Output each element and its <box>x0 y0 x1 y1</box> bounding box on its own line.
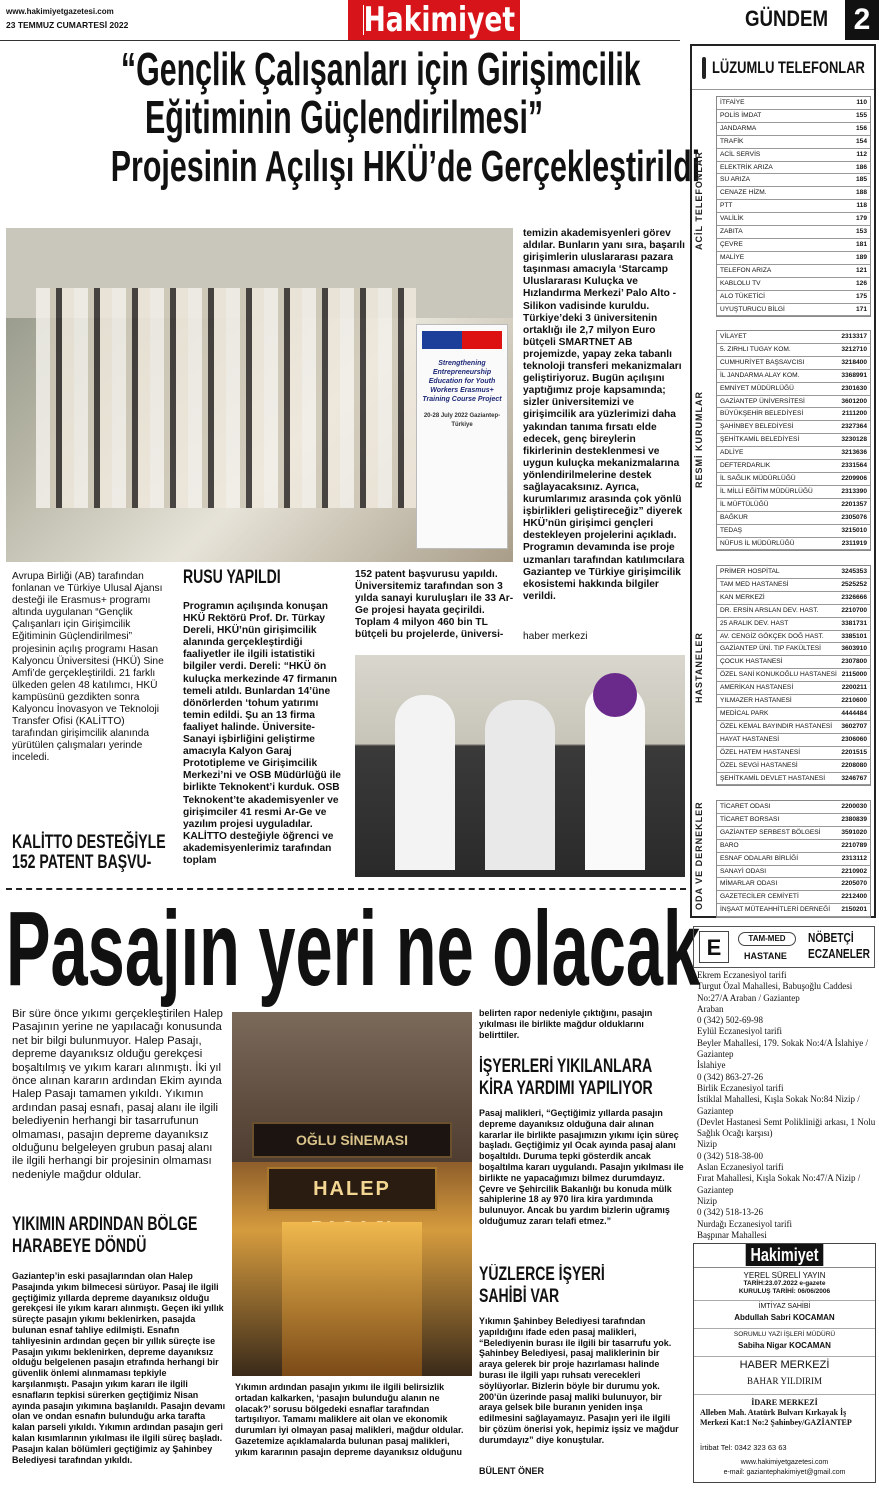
phone-row-number: 154 <box>855 137 867 145</box>
phone-row-name: TEDAŞ <box>720 526 742 534</box>
phone-row-number: 2326666 <box>841 593 867 601</box>
phone-row <box>717 878 870 891</box>
phone-row-name: KABLOLU TV <box>720 279 761 287</box>
phone-row-name: ŞEHİTKAMİL DEVLET HASTANESİ <box>720 774 826 782</box>
article2-subhead3: YÜZLERCE İŞYERİ SAHİBİ VAR <box>479 1264 605 1307</box>
hastane-badge: HASTANE <box>744 951 787 961</box>
imprint-web[interactable]: www.hakimiyetgazetesi.com <box>740 1459 829 1466</box>
phone-row-number: 3215010 <box>841 526 867 534</box>
phone-row-name: PTT <box>720 202 733 210</box>
phone-row <box>717 213 870 226</box>
phone-row-number: 2525252 <box>841 580 867 588</box>
phone-row <box>717 866 870 879</box>
phone-row-number: 2150201 <box>841 906 867 914</box>
phone-row-name: TELEFON ARIZA <box>720 266 772 274</box>
phone-row-number: 2380839 <box>841 815 867 823</box>
phone-row-name: MİMARLAR ODASI <box>720 880 778 888</box>
article2-col2: Yıkımın ardından pasajın yıkımı ile ilgili belirsizlik ortadan kalkarken, ‘pasajın bulunduğu alanın ne olacak?’ sorusu bölgedeki esnaflar tarafından tartışılıyor. Tamamı maliklere ait olan ve ekonomik durumları iyi olmayan pasaj malikleri, mağdur oldular. Gazetemize açıklamalarda bulunan pasaj malikleri, yıkım kararının pasajın depreme dayanıksız olduğunu <box>235 1382 464 1457</box>
article1-subhead-cont: RUSU YAPILDI <box>183 567 281 588</box>
phone-row-number: 3385101 <box>841 632 867 640</box>
imprint-box <box>693 1243 876 1483</box>
article2-col3-top: belirten rapor nedeniyle çıktığını, pasajın yıkılması ile birlikte mağdur olduklarını belirttiler. <box>479 1008 653 1040</box>
phone-row-number: 188 <box>855 189 867 197</box>
phone-row <box>717 226 870 239</box>
acil-label: ACİL TELEFONLAR <box>694 151 704 251</box>
article2-subhead1: YIKIMIN ARDINDAN BÖLGE HARABEYE DÖNDÜ <box>12 1214 198 1257</box>
phone-row-number: 2313112 <box>841 854 867 862</box>
website-url[interactable]: www.hakimiyetgazetesi.com <box>6 7 114 16</box>
phone-row-number: 3213636 <box>841 449 867 457</box>
imprint-sorumlu-label: SORUMLU YAZI İŞLERİ MÜDÜRÜ <box>694 1328 875 1338</box>
article1-subhead: KALİTTO DESTEĞİYLE 152 PATENT BAŞVU- <box>12 832 166 873</box>
article2-headline: Pasajın yeri ne olacak <box>6 890 701 1008</box>
phone-row <box>717 538 870 551</box>
article1-headline: “Gençlik Çalışanları için Girişimcilik Eğitiminin Güçlendirilmesi” Projesinin Açılışı HKÜ’de Gerçekleştirildi <box>110 43 701 191</box>
phone-row <box>717 187 870 200</box>
phone-row-number: 2311919 <box>841 539 867 547</box>
article1-col1: Avrupa Birliği (AB) tarafından fonlanan ve Türkiye Ulusal Ajansı desteği ile Erasmus+ programı altında uygulanan “Gençlik Çalışanları için Girişimcilik Eğitiminin Güçlendirilmesi” projesinin açılış programı Hasan Kalyoncu Üniversitesi (HKÜ) Sine Amfi’de gerçekleştirildi. 21 farklı ülkeden gelen 48 katılımcı, HKÜ kampüsünü gezdikten sonra Kalyoncu İnovasyon ve Teknoloji Transfer Ofisi (KALİTTO) tarafından girişimcilik alanında yürütülen çalışmaları yerinde inceledi. <box>12 571 164 764</box>
page-number: 2 <box>845 0 879 40</box>
phone-row-name: İNŞAAT MÜTEAHHİTLERİ DERNEĞİ <box>720 906 831 914</box>
phone-row-number: 2327364 <box>841 423 867 431</box>
article2-lead: Bir süre önce yıkımı gerçekleştirilen Halep Pasajının yerine ne yapılacağı konusunda net bir bilgi bulunmuyor. Halep Pasajı, depreme dayanıksız olduğu gerekçesi boşaltılmış ve yıkım kararı alınmıştı. İki yıl önce alınan kararın ardından Ekim ayında Halep Pasajı tamamen yıkıldı. Yıkımın ardından pasaj esnafı, pasaj alanı ile ilgili belediyenin herhangi bir tasarrufunun olmaması, pasajın depreme dayanıksız olduğunu belgeleyen grubun pasaj alanı ile ilgili herhangi bir projesinin olmaması nedeniyle mağdur oldular. <box>12 1008 223 1181</box>
phone-row <box>717 840 870 853</box>
phone-row <box>717 747 870 760</box>
phone-row-number: 3246767 <box>841 774 867 782</box>
phone-row-number: 3218400 <box>841 358 867 366</box>
oda-label: ODA VE DERNEKLER <box>694 801 704 911</box>
article1-col2: Programın açılışında konuşan HKÜ Rektörü Prof. Dr. Türkay Dereli, HKÜ’nün girişimcilik alanında gerçekleştirdiği faaliyetler ile ilgili istatistiki bilgiler verdi. Dereli: “HKÜ ön kuluçka merkezinde 47 firmanın temeli atıldı. Bunlardan 14’üne dönörlerden ‘tohum yatırımı temin edildi. Şu an 13 firma faaliyet halinde. Üniversite-Sanayi işbirliğini geliştirme amacıyla Kalyon Garaj Prototipleme ve Girişimcilik Merkezi’ni ve OSB Müdürlüğü ile birlikte Teknokent’i kurduk. OSB Teknokent’te akademisyenler ve girişimciler 41 resmi Ar-Ge ve yazılım projesi uyguladılar. KALİTTO desteğiyle öğrenci ve akademisyenlerimiz tarafından toplam <box>183 601 341 866</box>
phone-row-name: PRİMER HOSPİTAL <box>720 568 780 575</box>
phone-row-name: ÖZEL SEVGİ HASTANESİ <box>720 761 798 769</box>
phone-row <box>717 174 870 187</box>
phone-row <box>717 149 870 162</box>
phone-row-name: İL MİLLİ EĞİTİM MÜDÜRLÜĞÜ <box>720 487 813 495</box>
pharmacy-e-icon: E <box>699 931 729 963</box>
phone-row-name: ÇOCUK HASTANESİ <box>720 658 783 666</box>
phone-row <box>717 853 870 866</box>
phone-row-number: 4444484 <box>841 709 867 717</box>
phone-row-number: 3245353 <box>841 568 867 575</box>
phone-row <box>717 486 870 499</box>
phone-row <box>717 618 870 631</box>
phone-row-name: ÇEVRE <box>720 240 743 248</box>
acil-table <box>716 96 871 317</box>
phone-row <box>717 97 870 110</box>
phone-row-name: DEFTERDARLIK <box>720 462 771 470</box>
phone-row-number: 3591020 <box>841 828 867 836</box>
phone-row-name: ADLİYE <box>720 449 744 457</box>
phone-row-name: BÜYÜKŞEHİR BELEDİYESİ <box>720 410 804 418</box>
article2-col3-bot: Yıkımın Şahinbey Belediyesi tarafından yapıldığını ifade eden pasaj malikleri, “Belediyenin burası ile ilgili bir tasarrufu yok. Şahinbey Belediyesi, pasaj maliklerinin bir araya gelerek bir proje hazırlaması halinde burası ile ilgili yapı ruhsatı verecekleri söylüyorlar. Bizlerin böyle bir durumu yok. 200’ün üzerinde pasaj maliki bulunuyor, bir araya gelsek bile buranın yeniden inşa edilmesini sağlayamayız. Pasajın yeri ile ilgili bir çözüm önerisi yok, hepimiz işsiz ve mağdur durumdayız” diye konuştular. <box>479 1316 679 1445</box>
phone-row <box>717 357 870 370</box>
phone-row <box>717 499 870 512</box>
phone-row-number: 2201515 <box>841 748 867 756</box>
nobetci-title: NÖBETÇİ ECZANELER <box>808 930 870 961</box>
imprint-logo: Hakimiyet <box>746 1244 824 1266</box>
phone-row-name: GAZİANTEP SERBEST BÖLGESİ <box>720 828 821 836</box>
imprint-yerel: YEREL SÜRELİ YAYIN <box>743 1271 826 1280</box>
header-rule <box>0 40 680 41</box>
phone-row-name: MEDİCAL PARK <box>720 709 769 717</box>
phone-row-name: GAZİANTEP ÜNİ. TIP FAKÜLTESİ <box>720 645 822 653</box>
phone-row-name: İL JANDARMA ALAY KOM. <box>720 371 800 379</box>
phone-row <box>717 304 870 317</box>
imprint-email[interactable]: e-mail: gaziantephakimiyet@gmail.com <box>723 1469 846 1476</box>
phone-row-number: 2212400 <box>841 893 867 901</box>
phone-row-number: 3212710 <box>841 345 867 353</box>
phone-row-number: 2209906 <box>841 474 867 482</box>
phone-row-number: 3602707 <box>841 722 867 730</box>
phone-row-number: 2115000 <box>841 671 867 679</box>
phone-row-number: 112 <box>856 150 867 158</box>
phone-row-number: 2201357 <box>841 500 867 508</box>
phone-row-name: BARO <box>720 841 739 849</box>
oda-table <box>716 800 871 918</box>
phone-row-name: TAM MED HASTANESİ <box>720 580 789 588</box>
phone-row <box>717 370 870 383</box>
phone-row-name: ALO TÜKETİCİ <box>720 292 765 300</box>
passage-photo <box>232 1012 472 1376</box>
project-banner: Strengthening Entrepreneurship Education for Youth Workers Erasmus+ Training Course Project 20-28 July 2022 Gaziantep-Türkiye <box>416 324 508 549</box>
phone-row <box>717 605 870 618</box>
imprint-sorumlu: Sabiha Nigar KOCAMAN <box>738 1341 831 1350</box>
imprint-imtiyaz: Abdullah Sabri KOCAMAN <box>734 1313 835 1322</box>
imprint-imtiyaz-label: İMTİYAZ SAHİBİ <box>694 1300 875 1310</box>
phone-row-number: 186 <box>855 163 867 171</box>
phone-row-number: 2210902 <box>841 867 867 875</box>
phone-row-name: KAN MERKEZİ <box>720 593 765 601</box>
phone-row-name: SANAYİ ODASI <box>720 867 767 875</box>
phone-row <box>717 278 870 291</box>
phone-row-name: İL SAĞLIK MÜDÜRLÜĞÜ <box>720 474 796 482</box>
halep-pasaji-sign: HALEP <box>267 1167 437 1211</box>
phone-row <box>717 200 870 213</box>
article1-col4: temizin akademisyenleri görev aldılar. Bunların yanı sıra, başarılı girişimlerin uluslararası pazara taşınması amacıyla ‘Starcamp Uluslararası Kuluçka ve Hızlandırma Merkezi’ Palo Alto - Silikon vadisinde kuruldu. Türkiye’deki 3 üniversitenin ortaklığı ile 2,7 milyon Euro bütçeli SMARTNET AB projemizde, yapay zeka tabanlı teknoloji transferi mekanizmaları geliştiriyoruz. Bugün açılışını yaptığımız proje kapsamında; sizler üniversitemizi ve girişimcilik ara yüzlerimizi daha yakından tanıma fırsatı elde edecek, genç bireylerin fikirlerinin desteklenmesi ve uygun kuluçka mekanizmalarına yönlendirilmelerine destek sağlayacaksınız. Ayrıca, kurumlarımız arasında çok yönlü işbirlikleri geliştireceğiz” diyerek HKÜ’nün girişimci gençleri destekleyen projelerini açıkladı. Programın devamında ise proje uzmanları tarafından katılımcılara Gaziantep ve Türkiye girişimcilik ekosistemi hakkında bilgiler verildi. <box>523 228 685 602</box>
phone-row-number: 3603910 <box>841 645 867 653</box>
phone-row <box>717 421 870 434</box>
phone-row-name: UYUŞTURUCU BİLGİ <box>720 305 785 313</box>
phone-row-name: İTFAİYE <box>720 99 745 106</box>
phone-row-number: 110 <box>856 99 867 106</box>
phone-row-name: TİCARET BORSASI <box>720 815 780 823</box>
issue-date: 23 TEMMUZ CUMARTESİ 2022 <box>6 20 129 30</box>
phone-row-number: 2210789 <box>841 841 867 849</box>
phone-row-name: AV. CENGİZ GÖKÇEK DOĞ HAST. <box>720 632 824 640</box>
phone-row-name: GAZETECİLER CEMİYETİ <box>720 893 799 901</box>
phone-row <box>717 695 870 708</box>
phone-row <box>717 891 870 904</box>
phone-row-number: 2305076 <box>841 513 867 521</box>
phone-row-number: 126 <box>855 279 867 287</box>
phone-row-name: EMNİYET MÜDÜRLÜĞÜ <box>720 384 794 392</box>
phones-header: LÜZUMLU TELEFONLAR <box>692 46 874 90</box>
phone-row-name: AMERİKAN HASTANESİ <box>720 684 794 692</box>
phone-row-name: TİCARET ODASI <box>720 803 771 810</box>
phone-row-name: POLİS İMDAT <box>720 111 762 119</box>
phone-row-name: ÖZEL SANİ KONUKOĞLU HASTANESİ <box>720 671 837 679</box>
phone-row-name: ESNAF ODALARI BİRLİĞİ <box>720 854 799 862</box>
phone-row-name: 25 ARALIK DEV. HAST <box>720 619 789 627</box>
hastane-label: HASTANELER <box>694 632 704 703</box>
phone-row-number: 2313317 <box>841 333 867 340</box>
phone-row-name: İL MÜFTÜLÜĞÜ <box>720 500 769 508</box>
phone-row-number: 3368991 <box>841 371 867 379</box>
phone-row-number: 2210700 <box>841 606 867 614</box>
phone-row-name: JANDARMA <box>720 124 757 132</box>
phone-row <box>717 773 870 786</box>
imprint-idare: Alleben Mah. Atatürk Bulvarı Kırkayak İş Merkezi Kat:1 No:2 Şahinbey/GAZİANTEP <box>700 1408 852 1427</box>
phone-row <box>717 344 870 357</box>
phone-row <box>717 331 870 344</box>
imprint-idare-label: İDARE MERKEZİ <box>694 1394 875 1407</box>
phone-row-number: 121 <box>855 266 867 274</box>
phone-row-number: 118 <box>856 202 867 210</box>
phone-row-name: ŞAHİNBEY BELEDİYESİ <box>720 423 794 431</box>
article2-subhead2: İŞYERLERİ YIKILANLARA KİRA YARDIMI YAPILIYOR <box>479 1056 653 1099</box>
phone-row-number: 2200030 <box>841 803 867 810</box>
phone-row-name: ŞEHİTKAMİL BELEDİYESİ <box>720 436 800 444</box>
phone-row-name: HAYAT HASTANESİ <box>720 735 780 743</box>
phone-icon <box>702 57 706 79</box>
phone-row <box>717 447 870 460</box>
phone-row <box>717 734 870 747</box>
article2-col3-mid: Pasaj malikleri, “Geçtiğimiz yıllarda pasajın depreme dayanıksız olduğuna dair alınan kararlar ile birlikte pasajımızın yıkımı için süreç başladı. Geçtiğimiz yıl Ocak ayında pasaj alanı boşaltıldı. Duruma tepki gösterdik ancak boşaltılma kararı uygulandı. Pasajın yıkılması ile birlikte ne yapacağımızı bilmez durumdayız. Çevre ve Şehircilik Bakanlığı bu konuda mülk sahiplerine 18 ay 970 lira kira yardımında bulunuyor. Ancak bu yardım bizlerin uğramış olduğumuz zararı telafi etmez.” <box>479 1108 684 1226</box>
pharmacy-banner <box>693 926 875 968</box>
phone-row-number: 3381731 <box>841 619 867 627</box>
phone-row <box>717 708 870 721</box>
group-photo <box>6 228 513 562</box>
resmi-label: RESMİ KURUMLAR <box>694 391 704 489</box>
imprint-haber-label: HABER MERKEZİ <box>694 1356 875 1371</box>
pharmacy-list: Ekrem Eczanesiyol tarifi Turgut Özal Mahallesi, Babuşoğlu Caddesi No:27/A Araban / Gaziantep Araban 0 (342) 502-69-98 Eylül Eczanesiyol tarifi Beyler Mahallesi, 179. Sokak No:4/A İslahiye / Gaziantep İslahiye 0 (342) 863-27-26 Birlik Eczanesiyol tarifi İstiklal Mahallesi, Kışla Sokak No:84 Nizip / Gaziantep (Devlet Hastanesi Semt Polikliniği arkası, 1 Nolu Sağlık Ocağı karşısı) Nizip 0 (342) 518-38-00 Aslan Eczanesiyol tarifi Fırat Mahallesi, Kışla Sokak No:47/A Nizip / Gaziantep Nizip 0 (342) 518-13-26 Nurdağı Eczanesiyol tarifi Başpınar Mahallesi <box>697 970 876 1240</box>
phone-row <box>717 669 870 682</box>
phone-row-name: ZABITA <box>720 228 743 236</box>
phone-row <box>717 525 870 538</box>
phone-row <box>717 760 870 773</box>
phone-row-name: ÖZEL KEMAL BAYINDIR HASTANESİ <box>720 722 833 730</box>
section-title: GÜNDEM <box>745 6 829 31</box>
phone-row-number: 2306060 <box>841 735 867 743</box>
phone-row <box>717 252 870 265</box>
phone-row <box>717 801 870 814</box>
article1-col3: 152 patent başvurusu yapıldı. Üniversitemiz tarafından son 3 yılda sanayi kuruluşları ile 33 Ar-Ge projesi hayata geçirildi. Toplam 4 milyon 460 bin TL bütçeli bu projelerde, üniversi- <box>355 569 514 641</box>
phone-row-name: VİLAYET <box>720 333 747 340</box>
phone-row-name: CENAZE HİZM. <box>720 189 767 197</box>
phone-row-number: 153 <box>855 228 867 236</box>
phone-row <box>717 265 870 278</box>
phone-row-number: 189 <box>855 253 867 261</box>
phone-row-number: 179 <box>855 215 867 223</box>
imprint-phone: İrtibat Tel: 0342 323 63 63 <box>700 1443 787 1452</box>
tam-med-badge: TAM-MED <box>738 932 796 946</box>
phone-row-number: 2205070 <box>841 880 867 888</box>
phone-row <box>717 592 870 605</box>
article2-col1: Gaziantep’in eski pasajlarından olan Halep Pasajında yıkım bilmecesi sürüyor. Pasaj ile ilgili geçtiğimiz yıllarda depreme dayanıksız olduğu gerekçesi ile yıkım kararı alınmıştı. Geçen iki yıllık süreçte pasajın yıkımı beklenirken, pasajda bulunan esnaf tahliye edilmişti. Esnafın tahliyesinin ardından geçen bir yıllık süreçte ise Pasajın yıkımı beklenirken, depreme dayanıksız olduğu belgelenen pasajın etrafında herhangi bir güvenlik önlemi alınmaması tepkiyle karşılanmıştı. Pasajın yıkım kararı ile ilgili esnafların tepkisi sürerken geçtiğimiz Nisan ayında pasajın yıkımına başlanıldı. Pasajın devamı olan ve ondan esnafın bulunduğu arka tarafta kalan parseli yıkıldı. Yıkımın ardından pasajın geri kalan kısımlarının yıkılması ile ilgili süreç başladı. Pasajın kalan bölümleri geçtiğimiz ay Şahinbey Belediyesi tarafından yıkıldı. <box>12 1271 226 1465</box>
article1-byline: haber merkezi <box>523 631 588 642</box>
phone-row-number: 2111200 <box>842 410 867 418</box>
hastane-table <box>716 565 871 786</box>
phone-row-number: 2301630 <box>841 384 867 392</box>
phone-row <box>717 434 870 447</box>
phone-row <box>717 566 870 579</box>
phone-row-number: 2307800 <box>841 658 867 666</box>
phone-row <box>717 239 870 252</box>
phone-row <box>717 136 870 149</box>
phone-row <box>717 123 870 136</box>
imprint-tarih: TARİH:23.07.2022 e-gazete <box>743 1280 826 1287</box>
phone-row-name: MALİYE <box>720 253 745 261</box>
phone-row-name: TRAFİK <box>720 137 744 145</box>
phone-row-name: ELEKTRİK ARIZA <box>720 163 773 171</box>
phone-row-number: 155 <box>855 111 867 119</box>
phone-row-name: GAZİANTEP ÜNİVERSİTESİ <box>720 397 805 405</box>
phone-row-number: 3601200 <box>841 397 867 405</box>
phone-row-number: 2313390 <box>841 487 867 495</box>
phone-row-number: 156 <box>855 124 867 132</box>
phone-row <box>717 383 870 396</box>
phone-row-name: SU ARIZA <box>720 176 751 184</box>
phone-row <box>717 460 870 473</box>
phone-row-name: NÜFUS İL MÜDÜRLÜĞÜ <box>720 539 795 547</box>
phone-row-name: BAĞKUR <box>720 513 748 521</box>
phone-row-name: 5. ZIRHLI TUGAY KOM. <box>720 345 791 353</box>
phone-row <box>717 110 870 123</box>
phone-row-number: 2208080 <box>841 761 867 769</box>
phone-row-number: 2210600 <box>841 697 867 705</box>
phone-row <box>717 162 870 175</box>
phone-row <box>717 512 870 525</box>
phone-row <box>717 721 870 734</box>
imprint-kurulus: KURULUŞ TARİHİ: 06/06/2006 <box>738 1288 831 1295</box>
phone-row-name: CUMHURİYET BAŞSAVCISI <box>720 358 805 366</box>
phone-row <box>717 904 870 917</box>
phone-row-number: 2200211 <box>841 684 867 692</box>
phone-row <box>717 643 870 656</box>
phone-row-number: 3230128 <box>841 436 867 444</box>
imprint-haber: BAHAR YILDIRIM <box>747 1376 822 1386</box>
article2-byline: BÜLENT ÖNER <box>479 1466 544 1476</box>
phone-row-number: 171 <box>855 305 867 313</box>
phone-row <box>717 827 870 840</box>
phone-row <box>717 579 870 592</box>
phone-row-name: VALİLİK <box>720 215 744 223</box>
phone-row-name: ÖZEL HATEM HASTANESİ <box>720 748 801 756</box>
phone-row <box>717 656 870 669</box>
phone-row-number: 2331564 <box>841 462 867 470</box>
phone-row-number: 185 <box>855 176 867 184</box>
phone-row-number: 181 <box>855 240 867 248</box>
cinema-sign: OĞLU SİNEMASI <box>252 1122 452 1158</box>
phone-row-name: DR. ERSİN ARSLAN DEV. HAST. <box>720 606 819 614</box>
phone-row <box>717 814 870 827</box>
phone-row <box>717 408 870 421</box>
phone-row-name: ACİL SERVİS <box>720 150 761 158</box>
rector-photo <box>355 655 685 877</box>
phone-row <box>717 682 870 695</box>
phone-row <box>717 631 870 644</box>
phone-row <box>717 291 870 304</box>
phone-row <box>717 396 870 409</box>
masthead-logo: Hakimiyet <box>348 0 520 40</box>
resmi-table <box>716 330 871 551</box>
phone-row-name: YILMAZER HASTANESİ <box>720 697 792 705</box>
phone-row <box>717 473 870 486</box>
phone-row-number: 175 <box>855 292 867 300</box>
